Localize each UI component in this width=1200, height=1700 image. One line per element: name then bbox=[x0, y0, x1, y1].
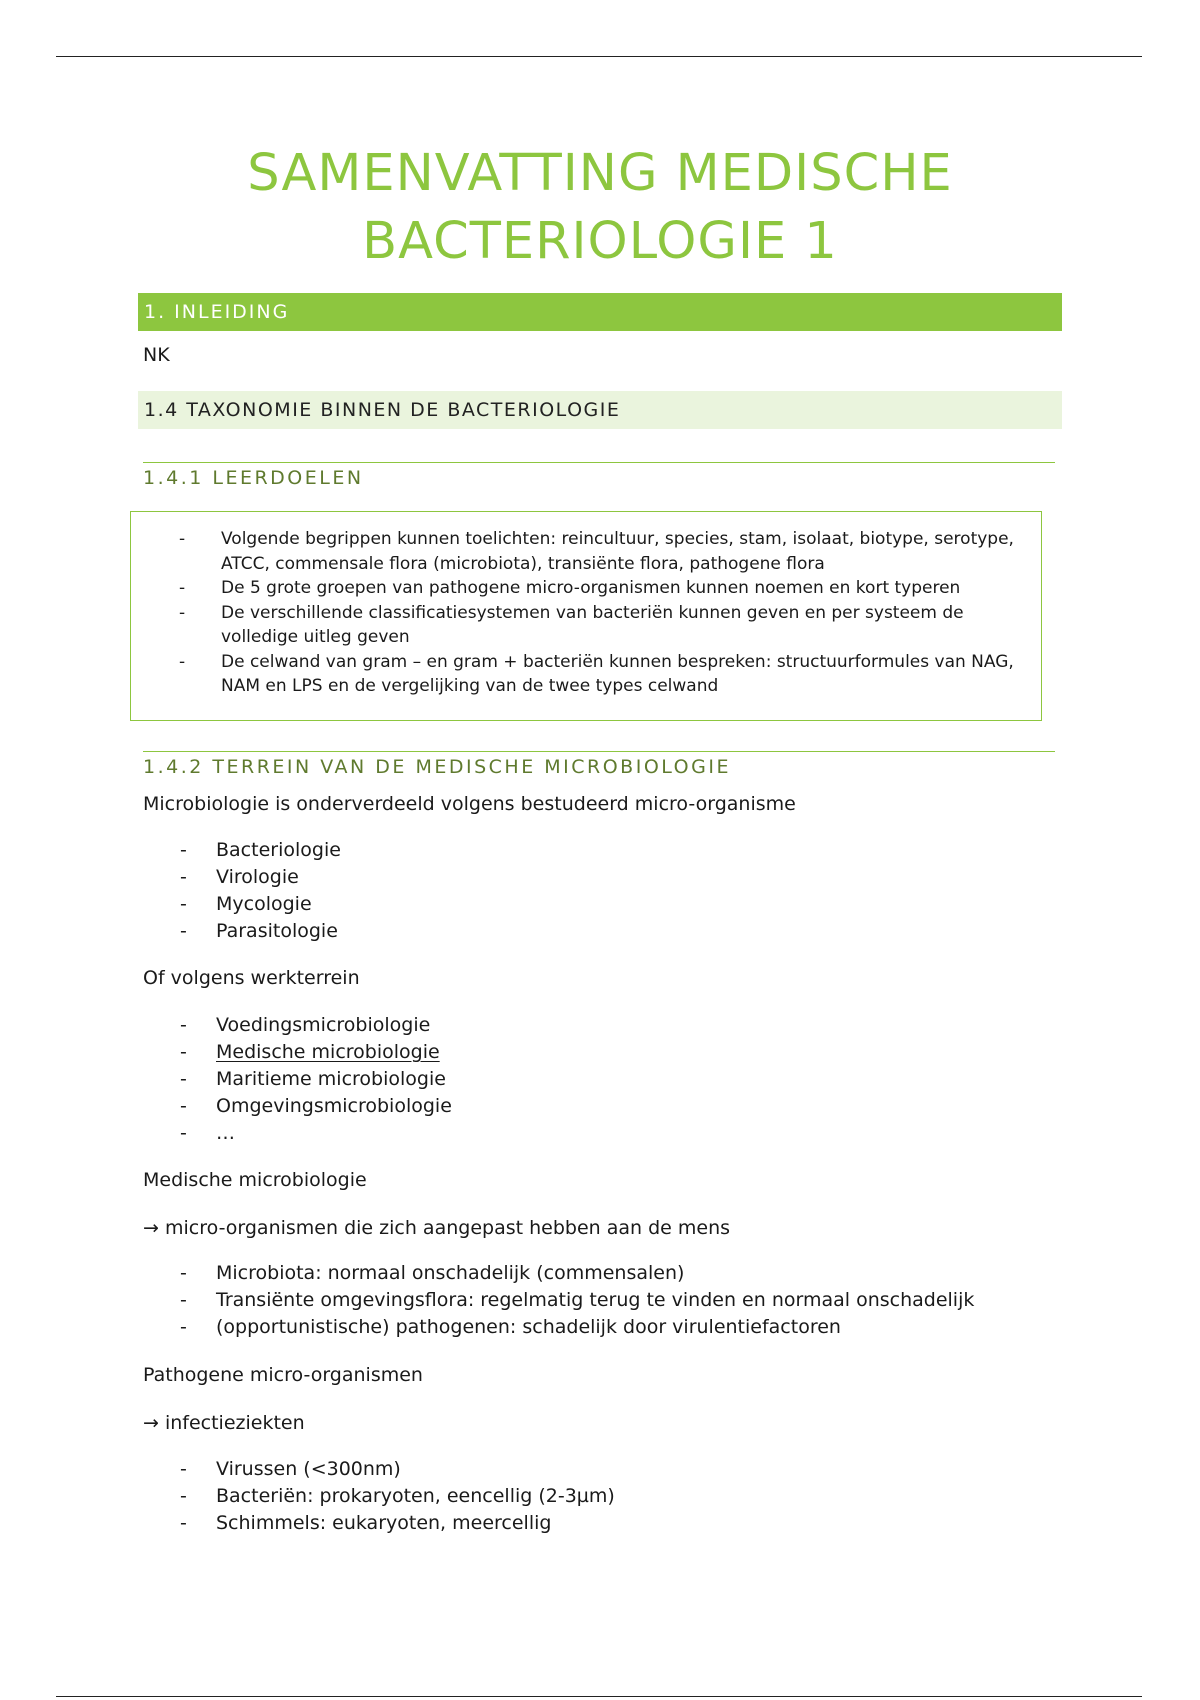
underlined-text: Medische microbiologie bbox=[216, 1041, 440, 1063]
document-title bbox=[140, 140, 1060, 276]
heading-inleiding: 1. INLEIDING bbox=[138, 293, 1062, 331]
list-item: - Maritieme microbiologie bbox=[180, 1066, 1080, 1093]
list-item: - Virologie bbox=[180, 864, 1080, 891]
title-line-1: SAMENVATTING MEDISCHE bbox=[247, 144, 953, 203]
organism-list bbox=[180, 837, 1080, 945]
list-item: - Schimmels: eukaryoten, meercellig bbox=[180, 1510, 1080, 1537]
list-item: - (opportunistische) pathogenen: schadelijk door virulentiefactoren bbox=[180, 1314, 1080, 1341]
page-bottom-rule bbox=[56, 1696, 1142, 1697]
list-item: - Bacteriologie bbox=[180, 837, 1080, 864]
pathogene-heading: Pathogene micro-organismen bbox=[143, 1364, 423, 1386]
list-item: - Voedingsmicrobiologie bbox=[180, 1012, 1080, 1039]
list-item: - Microbiota: normaal onschadelijk (commensalen) bbox=[180, 1260, 1080, 1287]
leerdoel-item: - De verschillende classificatiesystemen van bacteriën kunnen geven en per systeem de volledige uitleg geven bbox=[179, 601, 1019, 650]
list-item: - Virussen (<300nm) bbox=[180, 1456, 1080, 1483]
leerdoel-item: - De 5 grote groepen van pathogene micro-organismen kunnen noemen en kort typeren bbox=[179, 576, 1019, 601]
leerdoel-item: - De celwand van gram – en gram + bacteriën kunnen bespreken: structuurformules van NAG, NAM en LPS en de vergelijking van de twee types celwand bbox=[179, 650, 1019, 699]
list-item: - Bacteriën: prokaryoten, eencellig (2-3µm) bbox=[180, 1483, 1080, 1510]
list-item: - Transiënte omgevingsflora: regelmatig terug te vinden en normaal onschadelijk bbox=[180, 1287, 1080, 1314]
terrein-intro: Microbiologie is onderverdeeld volgens bestudeerd micro-organisme bbox=[143, 793, 796, 815]
pathogene-arrow-text: → infectieziekten bbox=[143, 1412, 305, 1434]
list-item-medische-microbiologie bbox=[180, 1039, 1080, 1066]
medische-heading: Medische microbiologie bbox=[143, 1169, 367, 1191]
title-line-2: BACTERIOLOGIE 1 bbox=[362, 212, 838, 271]
leerdoelen-list bbox=[179, 527, 1019, 699]
inleiding-body: NK bbox=[143, 344, 170, 366]
heading-terrein: 1.4.2 TERREIN VAN DE MEDISCHE MICROBIOLOGIE bbox=[143, 756, 731, 778]
heading-leerdoelen: 1.4.1 LEERDOELEN bbox=[143, 467, 364, 489]
medische-arrow-text: → micro-organismen die zich aangepast hebben aan de mens bbox=[143, 1217, 731, 1239]
werkterrein-intro: Of volgens werkterrein bbox=[143, 967, 360, 989]
page-top-rule bbox=[56, 56, 1142, 57]
medical-list bbox=[180, 1260, 1080, 1341]
leerdoelen-rule bbox=[143, 462, 1055, 463]
list-item: - Omgevingsmicrobiologie bbox=[180, 1093, 1080, 1120]
terrein-rule bbox=[143, 751, 1055, 752]
leerdoelen-box bbox=[130, 511, 1042, 721]
list-item: - Mycologie bbox=[180, 891, 1080, 918]
pathogen-list bbox=[180, 1456, 1080, 1537]
list-item: - … bbox=[180, 1120, 1080, 1147]
list-item: - Parasitologie bbox=[180, 918, 1080, 945]
leerdoel-item: - Volgende begrippen kunnen toelichten: reincultuur, species, stam, isolaat, biotype, serotype, ATCC, commensale flora (microbiota), transiënte flora, pathogene flora bbox=[179, 527, 1019, 576]
heading-taxonomie: 1.4 TAXONOMIE BINNEN DE BACTERIOLOGIE bbox=[138, 391, 1062, 429]
field-list bbox=[180, 1012, 1080, 1147]
